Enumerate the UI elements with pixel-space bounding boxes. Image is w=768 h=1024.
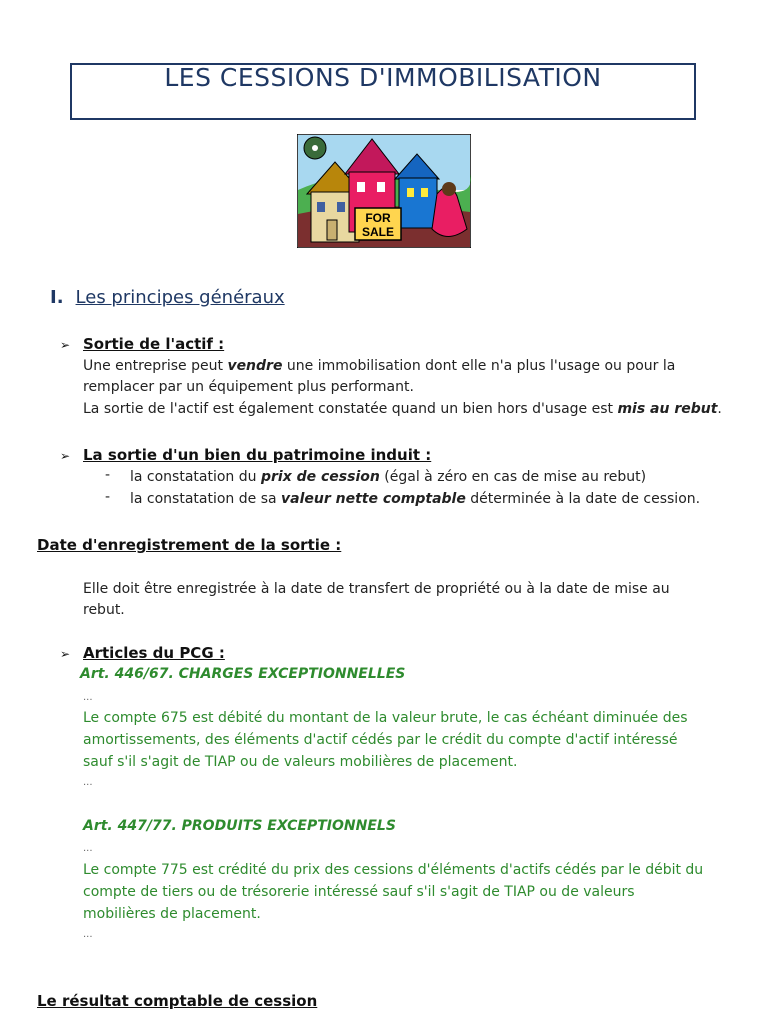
article-1-line-3: sauf s'il s'agit de TIAP ou de valeurs mobilières de placement. xyxy=(83,754,518,770)
page-title: LES CESSIONS D'IMMOBILISATION xyxy=(164,63,602,92)
article-1-line-1: Le compte 675 est débité du montant de la valeur brute, le cas échéant diminuée des xyxy=(83,710,688,726)
ellipsis: ... xyxy=(83,777,93,788)
date-line-2: rebut. xyxy=(83,602,125,618)
ellipsis: ... xyxy=(83,692,93,703)
article-1-title: Art. 446/67. CHARGES EXCEPTIONNELLES xyxy=(80,666,406,682)
section-number: I. xyxy=(50,287,64,308)
article-1-line-2: amortissements, des éléments d'actif cédés par le crédit du compte d'actif intéressé xyxy=(83,732,678,748)
resultat-heading: Le résultat comptable de cession xyxy=(37,992,318,1010)
arrow-bullet-icon: ➢ xyxy=(60,338,71,352)
induit-item-1: la constatation du prix de cession (égal à zéro en cas de mise au rebut) xyxy=(130,469,647,485)
articles-heading: Articles du PCG : xyxy=(83,644,225,662)
sortie-line-2: remplacer par un équipement plus performant. xyxy=(83,379,414,395)
ellipsis: ... xyxy=(83,843,93,854)
dash-bullet-icon: - xyxy=(105,467,111,483)
sortie-line-1: Une entreprise peut vendre une immobilisation dont elle n'a plus l'usage ou pour la xyxy=(83,358,676,374)
induit-heading: La sortie d'un bien du patrimoine induit : xyxy=(83,446,432,464)
section-heading-1 xyxy=(50,287,285,308)
date-line-1: Elle doit être enregistrée à la date de transfert de propriété ou à la date de mise au xyxy=(83,581,670,597)
article-2-line-1: Le compte 775 est crédité du prix des cessions d'éléments d'actifs cédés par le débit du xyxy=(83,862,704,878)
dash-bullet-icon: - xyxy=(105,489,111,505)
ellipsis: ... xyxy=(83,929,93,940)
sign-line-2: SALE xyxy=(361,225,395,239)
induit-item-2: la constatation de sa valeur nette comptable déterminée à la date de cession. xyxy=(130,491,701,507)
for-sale-houses-illustration xyxy=(297,134,471,248)
article-2-title: Art. 447/77. PRODUITS EXCEPTIONNELS xyxy=(83,818,396,834)
arrow-bullet-icon: ➢ xyxy=(60,647,71,661)
arrow-bullet-icon: ➢ xyxy=(60,449,71,463)
article-2-line-2: compte de tiers ou de trésorerie intéressé sauf s'il s'agit de TIAP ou de valeurs xyxy=(83,884,635,900)
sortie-line-3: La sortie de l'actif est également constatée quand un bien hors d'usage est mis au rebut. xyxy=(83,401,722,417)
section-title: Les principes généraux xyxy=(75,287,285,308)
sortie-heading: Sortie de l'actif : xyxy=(83,335,225,353)
article-2-line-3: mobilières de placement. xyxy=(83,906,261,922)
title-box xyxy=(70,63,696,120)
sign-line-1: FOR xyxy=(365,211,391,225)
date-heading: Date d'enregistrement de la sortie : xyxy=(37,536,342,554)
